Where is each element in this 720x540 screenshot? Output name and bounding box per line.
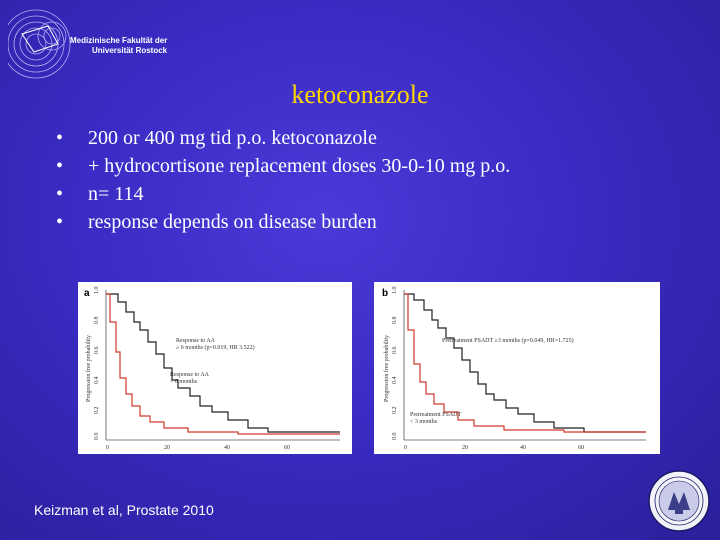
x-tick-a: 0: [106, 445, 109, 451]
bullet-text: + hydrocortisone replacement doses 30-0-10 mg p.o.: [88, 155, 511, 177]
bullet-item: [56, 152, 510, 180]
university-logo: [8, 6, 178, 82]
y-tick-a: 0.8: [94, 316, 100, 324]
annotation-b2b: < 3 months: [410, 419, 438, 425]
km-curve-short-response: [106, 294, 340, 434]
x-tick-b: 40: [520, 445, 526, 451]
y-tick-a: 0.4: [94, 376, 100, 384]
y-axis-label-b: Progression free probability: [384, 335, 390, 402]
bullet-dot: •: [56, 155, 64, 177]
y-axis-label-a: Progression free probability: [86, 335, 92, 402]
y-tick-b: 0.2: [392, 406, 398, 414]
x-tick-a: 20: [164, 445, 170, 451]
panel-label-b: b: [382, 288, 389, 299]
y-tick-a: 0.2: [94, 406, 100, 414]
km-plot-panel-b: [374, 282, 660, 454]
x-tick-a: 40: [224, 445, 230, 451]
logo-line-2: Universität Rostock: [92, 46, 168, 55]
y-tick-b: 1.0: [392, 286, 398, 294]
km-plot-panel-a: [78, 282, 352, 454]
x-tick-b: 60: [578, 445, 584, 451]
bullet-list: [56, 124, 510, 236]
y-tick-a: 0.0: [94, 432, 100, 440]
annotation-b2: Pretreatment PSADT: [410, 412, 462, 418]
logo-line-1: Medizinische Fakultät der: [70, 36, 168, 45]
x-tick-b: 20: [462, 445, 468, 451]
citation: Keizman et al, Prostate 2010: [34, 502, 214, 518]
bullet-item: [56, 124, 510, 152]
bullet-text: 200 or 400 mg tid p.o. ketoconazole: [88, 127, 377, 149]
y-tick-b: 0.6: [392, 346, 398, 354]
y-tick-b: 0.4: [392, 376, 398, 384]
panel-label-a: a: [84, 288, 90, 299]
annotation-a1: Response to AA: [176, 338, 215, 344]
bullet-text: response depends on disease burden: [88, 211, 377, 233]
km-plot-a-svg: [78, 282, 352, 454]
university-seal-icon: [648, 470, 710, 532]
rostock-logo-mark-icon: [8, 6, 78, 82]
annotation-a2: Response to AA: [170, 372, 209, 378]
y-tick-b: 0.0: [392, 432, 398, 440]
x-tick-a: 60: [284, 445, 290, 451]
bullet-dot: •: [56, 183, 64, 205]
bullet-dot: •: [56, 127, 64, 149]
bullet-item: [56, 180, 510, 208]
annotation-a1b: ≥ 6 months (p=0.019, HR 3.522): [176, 345, 255, 351]
slide-title: ketoconazole: [291, 80, 429, 109]
bullet-item: [56, 208, 510, 236]
annotation-a2b: < 6 months: [170, 379, 198, 385]
bullet-dot: •: [56, 211, 64, 233]
y-tick-a: 1.0: [94, 286, 100, 294]
annotation-b1: Pretreatment PSADT ≥3 months (p=0.049, HR=1.725): [442, 338, 574, 344]
bullet-text: n= 114: [88, 183, 144, 205]
km-curve-long-response: [106, 294, 340, 432]
x-tick-b: 0: [404, 445, 407, 451]
y-tick-a: 0.6: [94, 346, 100, 354]
km-plot-b-svg: [374, 282, 660, 454]
y-tick-b: 0.8: [392, 316, 398, 324]
